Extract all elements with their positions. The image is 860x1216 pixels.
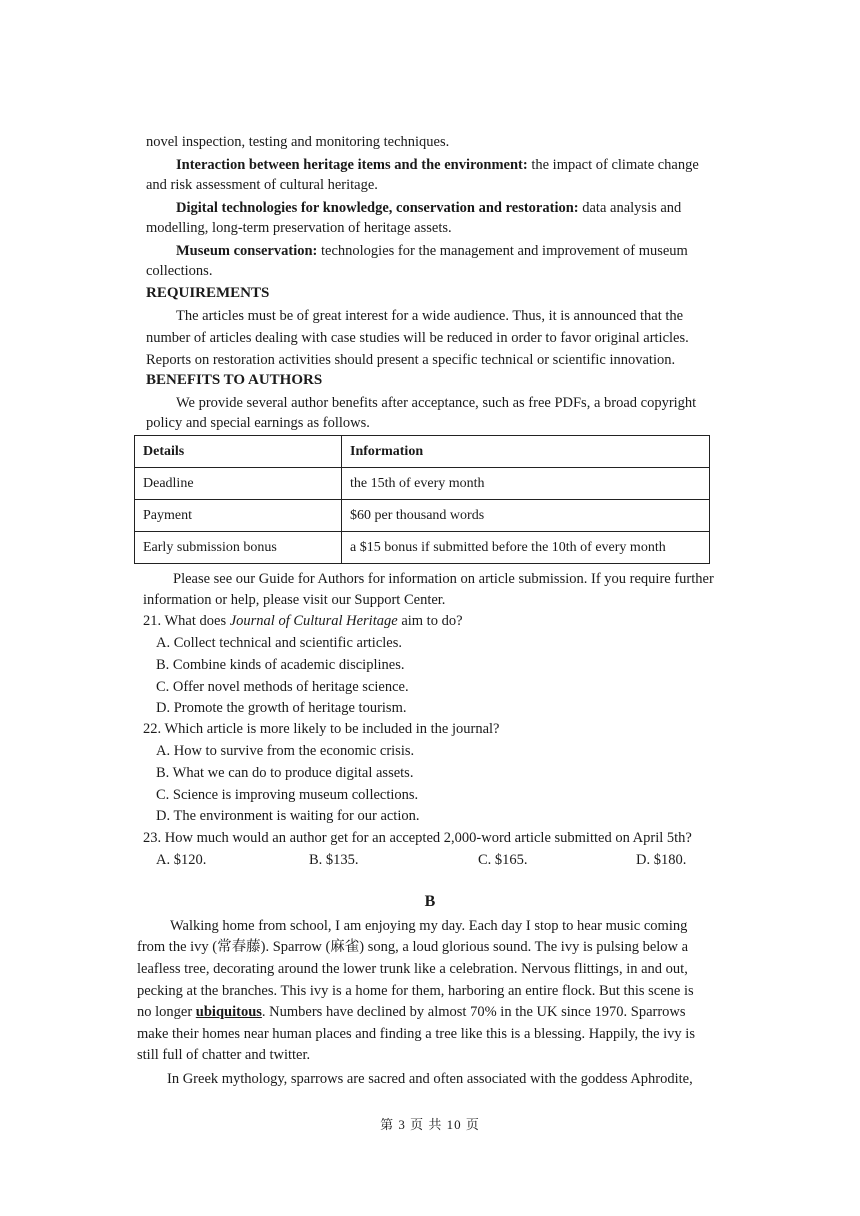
intro-tail: novel inspection, testing and monitoring techniques.	[146, 134, 450, 150]
option-22-a: A. How to survive from the economic crisis.	[156, 743, 415, 759]
question-text: aim to do?	[397, 613, 463, 629]
topic-heading: Museum conservation:	[176, 243, 318, 259]
table-cell: Early submission bonus	[135, 532, 342, 564]
section-b-heading: B	[424, 893, 436, 910]
after-table-line: Please see our Guide for Authors for information on article submission. If you require further	[173, 571, 714, 587]
passage-line: make their homes near human places and finding a tree like this is a blessing. Happily, the ivy is	[137, 1026, 695, 1042]
option-22-b: B. What we can do to produce digital assets.	[156, 765, 414, 781]
passage-line	[137, 1003, 686, 1021]
option-21-a: A. Collect technical and scientific articles.	[156, 635, 402, 651]
benefits-heading: BENEFITS TO AUTHORS	[146, 372, 323, 388]
table-header-cell: Information	[342, 436, 710, 468]
journal-title: Journal of Cultural Heritage	[229, 613, 398, 629]
topic-text: technologies for the management and improvement of museum	[317, 243, 688, 259]
topic-digital-line2: modelling, long-term preservation of heritage assets.	[146, 220, 452, 236]
topic-text: the impact of climate change	[527, 157, 699, 173]
topic-museum-line1	[176, 242, 688, 260]
option-23-c: C. $165.	[478, 852, 528, 868]
option-22-d: D. The environment is waiting for our action.	[156, 808, 420, 824]
benefits-line: We provide several author benefits after acceptance, such as free PDFs, a broad copyright	[176, 395, 697, 411]
table-cell: the 15th of every month	[342, 468, 710, 500]
option-22-c: C. Science is improving museum collections.	[156, 787, 419, 803]
passage-line: leafless tree, decorating around the lower trunk like a celebration. Nervous flittings, in and out,	[137, 961, 688, 977]
topic-digital-line1	[176, 199, 681, 217]
requirements-line: number of articles dealing with case studies will be reduced in order to favor original articles.	[146, 330, 689, 346]
table-cell: a $15 bonus if submitted before the 10th of every month	[342, 532, 710, 564]
question-text: 21. What does	[143, 613, 230, 629]
topic-heading: Interaction between heritage items and the environment:	[176, 157, 528, 173]
benefits-line: policy and special earnings as follows.	[146, 415, 370, 431]
option-23-a: A. $120.	[156, 852, 207, 868]
topic-environment-line2: and risk assessment of cultural heritage.	[146, 177, 378, 193]
passage-line: Walking home from school, I am enjoying my day. Each day I stop to hear music coming	[170, 918, 688, 934]
requirements-line: Reports on restoration activities should present a specific technical or scientific innovation.	[146, 352, 676, 368]
after-table-line: information or help, please visit our Support Center.	[143, 592, 446, 608]
table-header-cell: Details	[135, 436, 342, 468]
table-header-row	[135, 436, 710, 468]
table-row	[135, 500, 710, 532]
table-cell: $60 per thousand words	[342, 500, 710, 532]
keyword-ubiquitous: ubiquitous	[195, 1004, 262, 1020]
passage-line: In Greek mythology, sparrows are sacred and often associated with the goddess Aphrodite,	[167, 1071, 693, 1087]
topic-text: data analysis and	[578, 200, 682, 216]
option-21-b: B. Combine kinds of academic disciplines.	[156, 657, 405, 673]
requirements-heading: REQUIREMENTS	[146, 285, 270, 301]
option-21-d: D. Promote the growth of heritage tourism.	[156, 700, 407, 716]
topic-environment-line1	[176, 156, 699, 174]
topic-heading: Digital technologies for knowledge, conservation and restoration:	[176, 200, 579, 216]
table-cell: Deadline	[135, 468, 342, 500]
topic-museum-line2: collections.	[146, 263, 213, 279]
passage-line: pecking at the branches. This ivy is a home for them, harboring an entire flock. But this scene is	[137, 983, 694, 999]
passage-line: from the ivy (常春藤). Sparrow (麻雀) song, a loud glorious sound. The ivy is pulsing below a	[137, 939, 689, 955]
question-21-stem	[143, 612, 463, 630]
option-23-b: B. $135.	[309, 852, 359, 868]
table-row	[135, 468, 710, 500]
option-21-c: C. Offer novel methods of heritage science.	[156, 679, 409, 695]
benefits-table	[134, 435, 710, 564]
passage-text: . Numbers have declined by almost 70% in the UK since 1970. Sparrows	[261, 1004, 686, 1020]
question-22-stem: 22. Which article is more likely to be included in the journal?	[143, 721, 500, 737]
question-23-stem: 23. How much would an author get for an accepted 2,000-word article submitted on April 5th?	[143, 830, 692, 846]
requirements-line: The articles must be of great interest for a wide audience. Thus, it is announced that the	[176, 308, 684, 324]
page-footer: 第 3 页 共 10 页	[380, 1117, 480, 1132]
passage-text: no longer	[137, 1004, 196, 1020]
table-row	[135, 532, 710, 564]
passage-line: still full of chatter and twitter.	[137, 1047, 311, 1063]
table-cell: Payment	[135, 500, 342, 532]
option-23-d: D. $180.	[636, 852, 687, 868]
